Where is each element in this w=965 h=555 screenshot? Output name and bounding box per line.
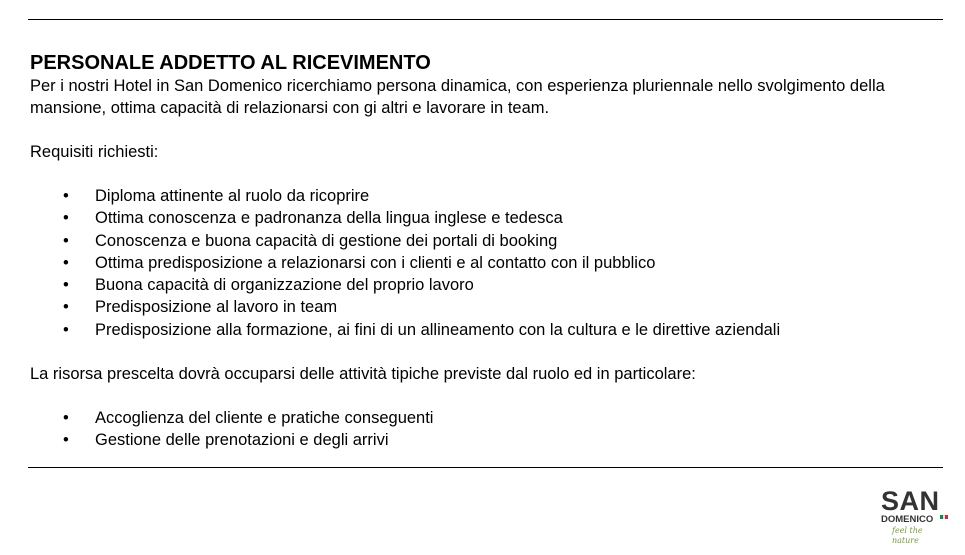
list-item-text: Conoscenza e buona capacità di gestione dei portali di booking — [95, 231, 558, 250]
san-domenico-logo — [878, 486, 950, 545]
bullet-icon: • — [63, 253, 69, 272]
bullet-icon: • — [63, 276, 69, 295]
list-item-text: Ottima conoscenza e padronanza della lingua inglese e tedesca — [95, 209, 563, 228]
bullet-icon: • — [63, 320, 69, 339]
requirements-list — [30, 185, 945, 341]
list-item — [30, 252, 945, 274]
list-item-text: Predisposizione alla formazione, ai fini di un allineamento con la cultura e le direttive aziendali — [95, 320, 781, 339]
italian-flag-icon — [940, 515, 948, 519]
bullet-icon: • — [63, 187, 69, 205]
list-item-text: Diploma attinente al ruolo da ricoprire — [95, 187, 370, 205]
list-item — [30, 319, 945, 341]
list-item-text: Gestione delle prenotazioni e degli arrivi — [95, 431, 389, 450]
spacer — [30, 119, 945, 141]
bottom-divider — [28, 467, 943, 468]
bullet-icon: • — [63, 298, 69, 317]
list-item-text: Ottima predisposizione a relazionarsi con i clienti e al contatto con il pubblico — [95, 253, 656, 272]
list-item — [30, 185, 945, 207]
list-item-text: Accoglienza del cliente e pratiche conseguenti — [95, 409, 434, 428]
list-item — [30, 407, 945, 429]
duties-heading: La risorsa prescelta dovrà occuparsi delle attività tipiche previste dal ruolo ed in particolare: — [30, 365, 696, 384]
list-item — [30, 296, 945, 318]
bullet-icon: • — [63, 409, 69, 428]
bullet-icon: • — [63, 209, 69, 228]
job-posting — [30, 51, 945, 452]
list-item — [30, 429, 945, 451]
intro-paragraph: Per i nostri Hotel in San Domenico ricerchiamo persona dinamica, con esperienza pluriennale nello svolgimento della mansione, ottima capacità di relazionarsi con gi altri e lavorare in team. — [30, 77, 885, 117]
list-item — [30, 274, 945, 296]
bullet-icon: • — [63, 231, 69, 250]
page-title: PERSONALE ADDETTO AL RICEVIMENTO — [30, 52, 431, 74]
bullet-icon: • — [63, 431, 69, 450]
list-item-text: Buona capacità di organizzazione del proprio lavoro — [95, 276, 474, 295]
spacer — [30, 163, 945, 185]
requirements-heading: Requisiti richiesti: — [30, 143, 159, 161]
logo-line-san: SAN — [881, 486, 940, 516]
top-divider — [28, 19, 943, 20]
logo-tagline: feel the nature — [892, 526, 923, 545]
duties-list — [30, 407, 945, 452]
logo-line-domenico: DOMENICO — [881, 514, 934, 525]
list-item — [30, 207, 945, 229]
spacer — [30, 385, 945, 407]
spacer — [30, 341, 945, 363]
list-item-text: Predisposizione al lavoro in team — [95, 298, 338, 317]
flag-stripe-red — [945, 515, 948, 519]
list-item — [30, 230, 945, 252]
